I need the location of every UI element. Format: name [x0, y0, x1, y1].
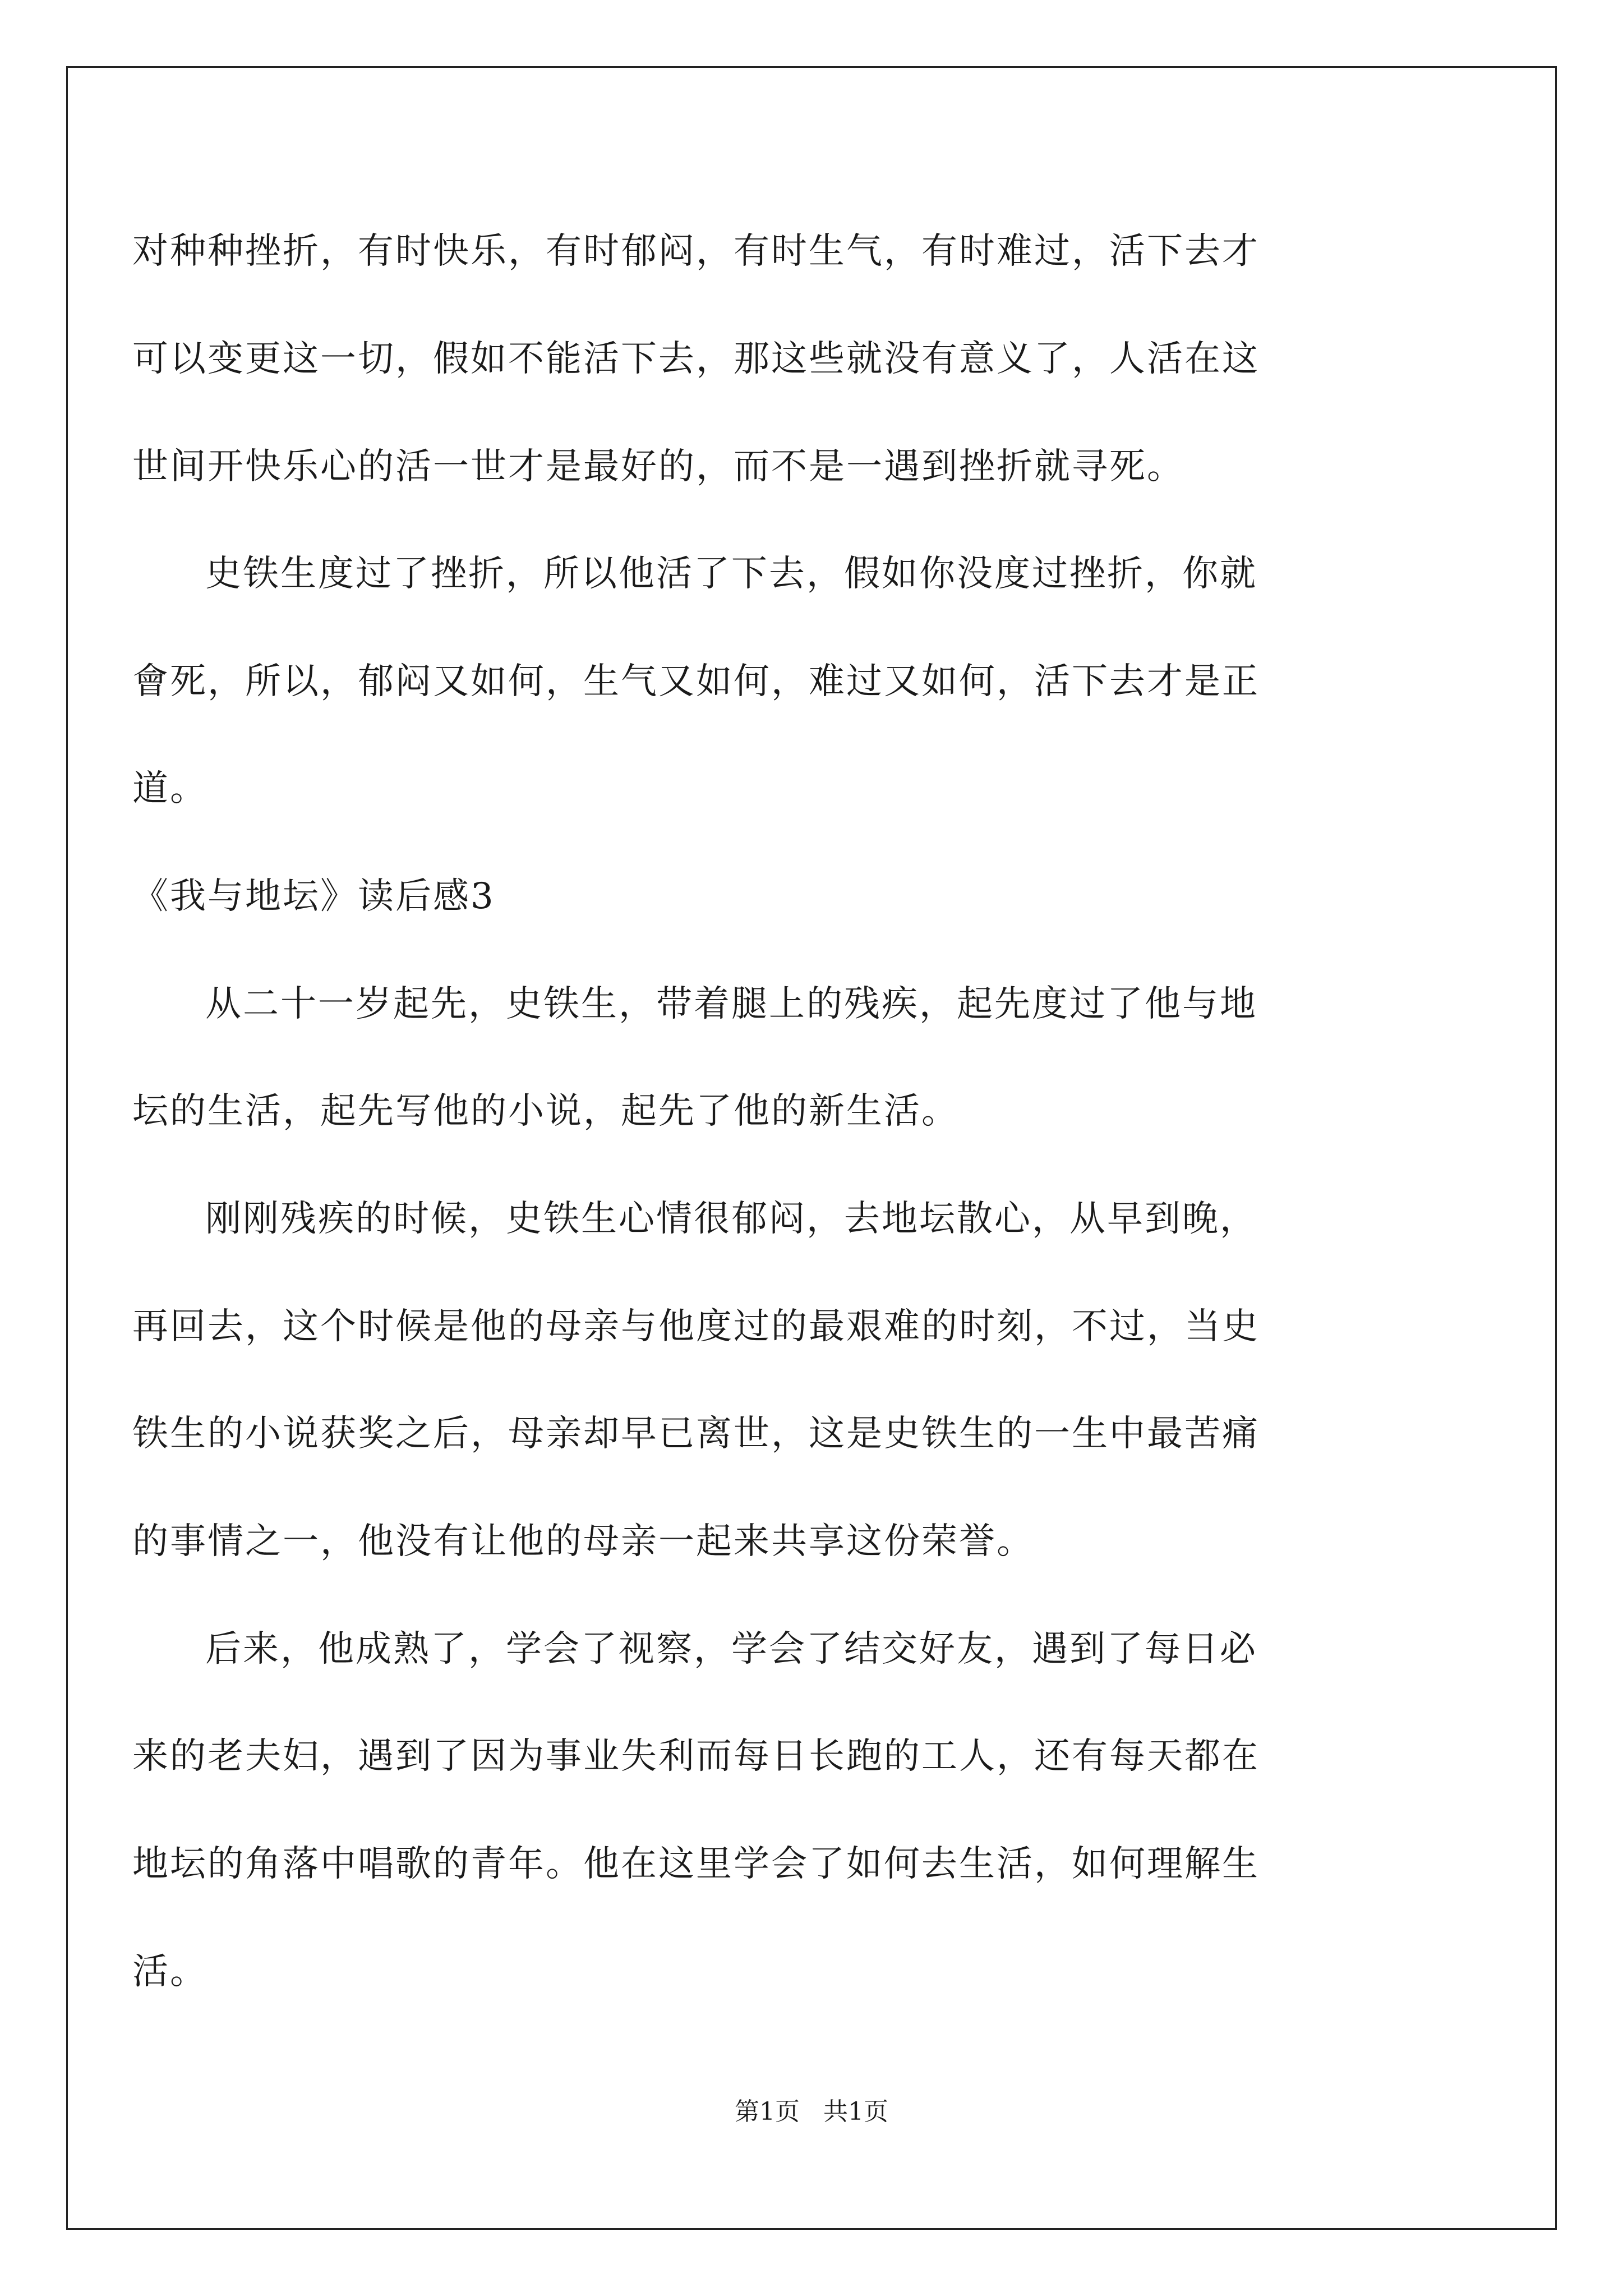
text-line: 活。 — [132, 1951, 208, 1993]
text-line: 对种种挫折，有时快乐，有时郁闷，有时生气，有时难过，活下去才 — [132, 231, 1260, 272]
text-line: 可以变更这一切，假如不能活下去，那这些就没有意义了，人活在这 — [132, 338, 1260, 380]
text-line: 世间开快乐心的活一世才是最好的，而不是一遇到挫折就寻死。 — [132, 446, 1184, 487]
section-heading: 《我与地坛》读后感3 — [132, 876, 495, 917]
text-line: 道。 — [132, 768, 208, 809]
text-line: 坛的生活，起先写他的小说，起先了他的新生活。 — [132, 1091, 959, 1132]
text-line: 来的老夫妇，遇到了因为事业失利而每日长跑的工人，还有每天都在 — [132, 1736, 1260, 1777]
text-line: 的事情之一，他没有让他的母亲一起来共享这份荣誉。 — [132, 1521, 1034, 1562]
text-line: 铁生的小说获奖之后，母亲却早已离世，这是史铁生的一生中最苦痛 — [132, 1413, 1260, 1455]
text-line: 再回去，这个时候是他的母亲与他度过的最艰难的时刻，不过，当史 — [132, 1306, 1260, 1347]
page-number-footer: 第1页 共1页 — [735, 2097, 888, 2126]
paragraph-start-line: 刚刚残疾的时候，史铁生心情很郁闷，去地坛散心，从早到晚， — [205, 1198, 1257, 1240]
page-border — [66, 66, 1557, 2230]
paragraph-start-line: 史铁生度过了挫折，所以他活了下去，假如你没度过挫折，你就 — [205, 553, 1257, 595]
text-line: 地坛的角落中唱歌的青年。他在这里学会了如何去生活，如何理解生 — [132, 1843, 1260, 1885]
paragraph-start-line: 从二十一岁起先，史铁生，带着腿上的残疾，起先度过了他与地 — [205, 983, 1257, 1025]
paragraph-start-line: 后来，他成熟了，学会了视察，学会了结交好友，遇到了每日必 — [205, 1628, 1257, 1670]
text-line: 會死，所以，郁闷又如何，生气又如何，难过又如何，活下去才是正 — [132, 661, 1260, 702]
